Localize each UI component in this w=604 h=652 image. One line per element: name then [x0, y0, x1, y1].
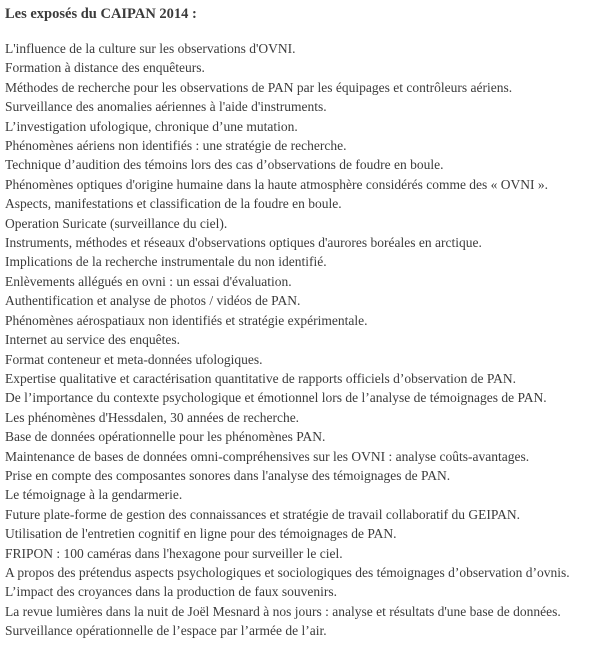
page-title: Les exposés du CAIPAN 2014 :	[5, 6, 197, 22]
list-item: Surveillance des anomalies aériennes à l'aide d'instruments.	[5, 99, 327, 115]
list-item: Expertise qualitative et caractérisation quantitative de rapports officiels d’observation de PAN.	[5, 370, 516, 386]
list-item: Aspects, manifestations et classification de la foudre en boule.	[5, 196, 342, 212]
list-item: Maintenance de bases de données omni-compréhensives sur les OVNI : analyse coûts-avantages.	[5, 448, 530, 464]
list-item: Authentification et analyse de photos / vidéos de PAN.	[5, 293, 301, 309]
talk-list	[5, 39, 604, 641]
list-item: La revue lumières dans la nuit de Joël Mesnard à nos jours : analyse et résultats d'une base de données.	[5, 603, 561, 619]
list-item: L’investigation ufologique, chronique d’une mutation.	[5, 118, 298, 134]
list-item: Surveillance opérationnelle de l’espace par l’armée de l’air.	[5, 623, 327, 639]
list-item: Le témoignage à la gendarmerie.	[5, 487, 183, 503]
list-item: Utilisation de l'entretien cognitif en ligne pour des témoignages de PAN.	[5, 526, 397, 542]
list-item: Phénomènes optiques d'origine humaine dans la haute atmosphère considérés comme des « OVNI ».	[5, 176, 549, 192]
list-item: Prise en compte des composantes sonores dans l'analyse des témoignages de PAN.	[5, 467, 451, 483]
list-item: Base de données opérationnelle pour les phénomènes PAN.	[5, 429, 326, 445]
list-item: Technique d’audition des témoins lors des cas d’observations de foudre en boule.	[5, 157, 444, 173]
list-item: Enlèvements allégués en ovni : un essai d'évaluation.	[5, 273, 292, 289]
list-item: Format conteneur et meta-données ufologiques.	[5, 351, 263, 367]
list-item: De l’importance du contexte psychologique et émotionnel lors de l’analyse de témoignages de PAN.	[5, 390, 547, 406]
list-item: FRIPON : 100 caméras dans l'hexagone pour surveiller le ciel.	[5, 545, 343, 561]
list-item: A propos des prétendus aspects psychologiques et sociologiques des témoignages d’observation d’ovnis.	[5, 564, 570, 580]
list-item: Operation Suricate (surveillance du ciel).	[5, 215, 228, 231]
list-item: Phénomènes aérospatiaux non identifiés et stratégie expérimentale.	[5, 312, 368, 328]
list-item: L’impact des croyances dans la production de faux souvenirs.	[5, 584, 338, 600]
list-item: Phénomènes aériens non identifiés : une stratégie de recherche.	[5, 138, 347, 154]
list-item: Instruments, méthodes et réseaux d'observations optiques d'aurores boréales en arctique.	[5, 235, 482, 251]
list-item: L'influence de la culture sur les observations d'OVNI.	[5, 41, 296, 56]
list-item: Future plate-forme de gestion des connaissances et stratégie de travail collaboratif du GEIPAN.	[5, 506, 520, 522]
list-item: Implications de la recherche instrumentale du non identifié.	[5, 254, 327, 270]
list-item: Les phénomènes d'Hessdalen, 30 années de recherche.	[5, 409, 300, 425]
list-item: Méthodes de recherche pour les observations de PAN par les équipages et contrôleurs aériens.	[5, 79, 513, 95]
list-item: Formation à distance des enquêteurs.	[5, 60, 205, 76]
list-item: Internet au service des enquêtes.	[5, 332, 181, 348]
